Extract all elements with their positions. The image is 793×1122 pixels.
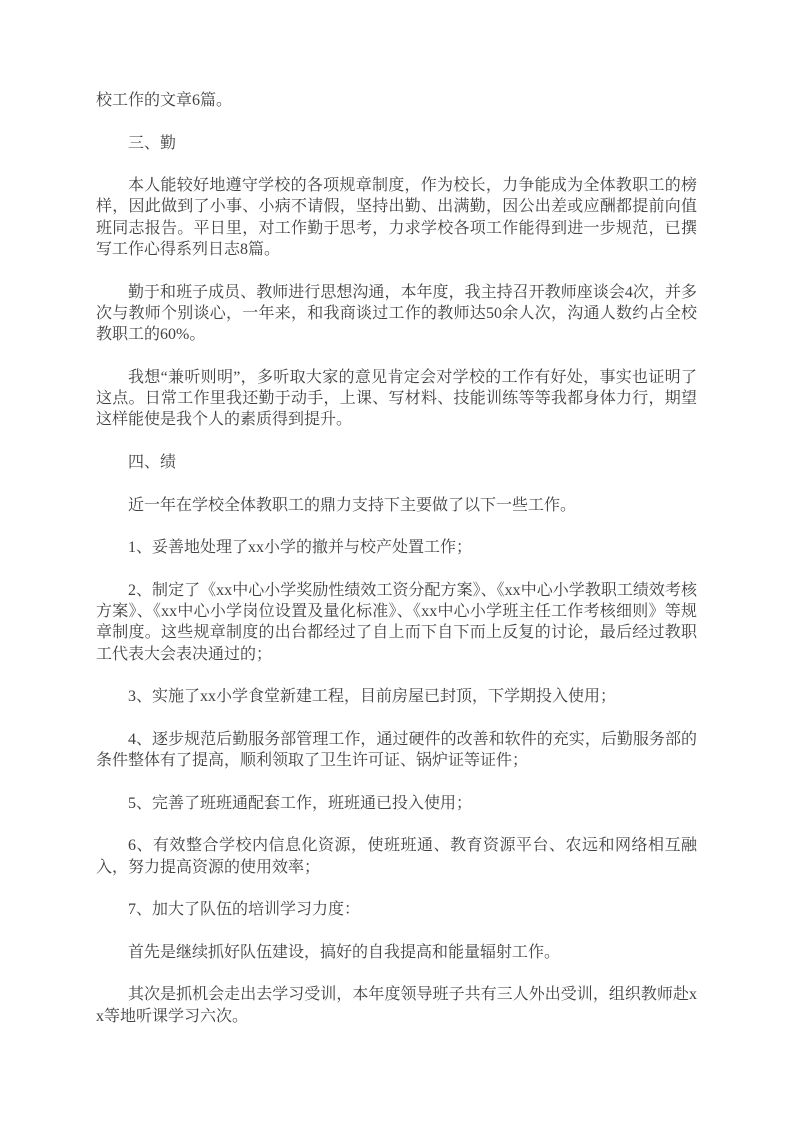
list-item-3: 3、实施了xx小学食堂新建工程，目前房屋已封顶，下学期投入使用； xyxy=(128,688,617,706)
paragraph: 其次是抓机会走出去学习受训，本年度领导班子共有三人外出受训，组织教师赴xx等地听课学习六次。 xyxy=(96,986,697,1025)
paragraph: 本人能较好地遵守学校的各项规章制度，作为校长，力争能成为全体教职工的榜样，因此做到了小事、小病不请假，坚持出勤、出满勤，因公出差或应酬都提前向值班同志报告。平日里，对工作勤于思考，力求学校各项工作能得到进一步规范，已撰写工作心得系列日志8篇。 xyxy=(96,177,697,259)
paragraph: 我想“兼听则明”，多听取大家的意见肯定会对学校的工作有好处，事实也证明了这点。日常工作里我还勤于动手，上课、写材料、技能训练等等我都身体力行，期望这样能使是我个人的素质得到提升。 xyxy=(96,368,697,429)
section-heading-qin: 三、勤 xyxy=(128,134,177,152)
list-item-5: 5、完善了班班通配套工作，班班通已投入使用； xyxy=(128,794,473,812)
list-item-2: 2、制定了《xx中心小学奖励性绩效工资分配方案》、《xx中心小学教职工绩效考核方案》、《xx中心小学岗位设置及量化标准》、《xx中心小学班主任工作考核细则》等规章制度。这些规章制度的出台都经过了自上而下自下而上反复的讨论，最后经过教职工代表大会表决通过的； xyxy=(96,581,697,663)
list-item-6: 6、有效整合学校内信息化资源，使班班通、教育资源平台、农远和网络相互融入，努力提高资源的使用效率； xyxy=(96,837,697,876)
paragraph: 勤于和班子成员、教师进行思想沟通，本年度，我主持召开教师座谈会4次，并多次与教师个别谈心，一年来，和我商谈过工作的教师达50余人次，沟通人数约占全校教职工的60%。 xyxy=(96,283,697,344)
list-item-1: 1、妥善地处理了xx小学的撤并与校产处置工作； xyxy=(128,539,473,557)
paragraph: 近一年在学校全体教职工的鼎力支持下主要做了以下一些工作。 xyxy=(128,496,577,514)
list-item-4: 4、逐步规范后勤服务部管理工作，通过硬件的改善和软件的充实，后勤服务部的条件整体有了提高，顺利领取了卫生许可证、锅炉证等证件； xyxy=(96,730,697,770)
section-heading-ji: 四、绩 xyxy=(128,454,177,472)
paragraph-continuation: 校工作的文章6篇。 xyxy=(96,92,233,109)
list-item-7: 7、加大了队伍的培训学习力度： xyxy=(128,901,361,919)
paragraph: 首先是继续抓好队伍建设，搞好的自我提高和能量辐射工作。 xyxy=(128,943,561,961)
